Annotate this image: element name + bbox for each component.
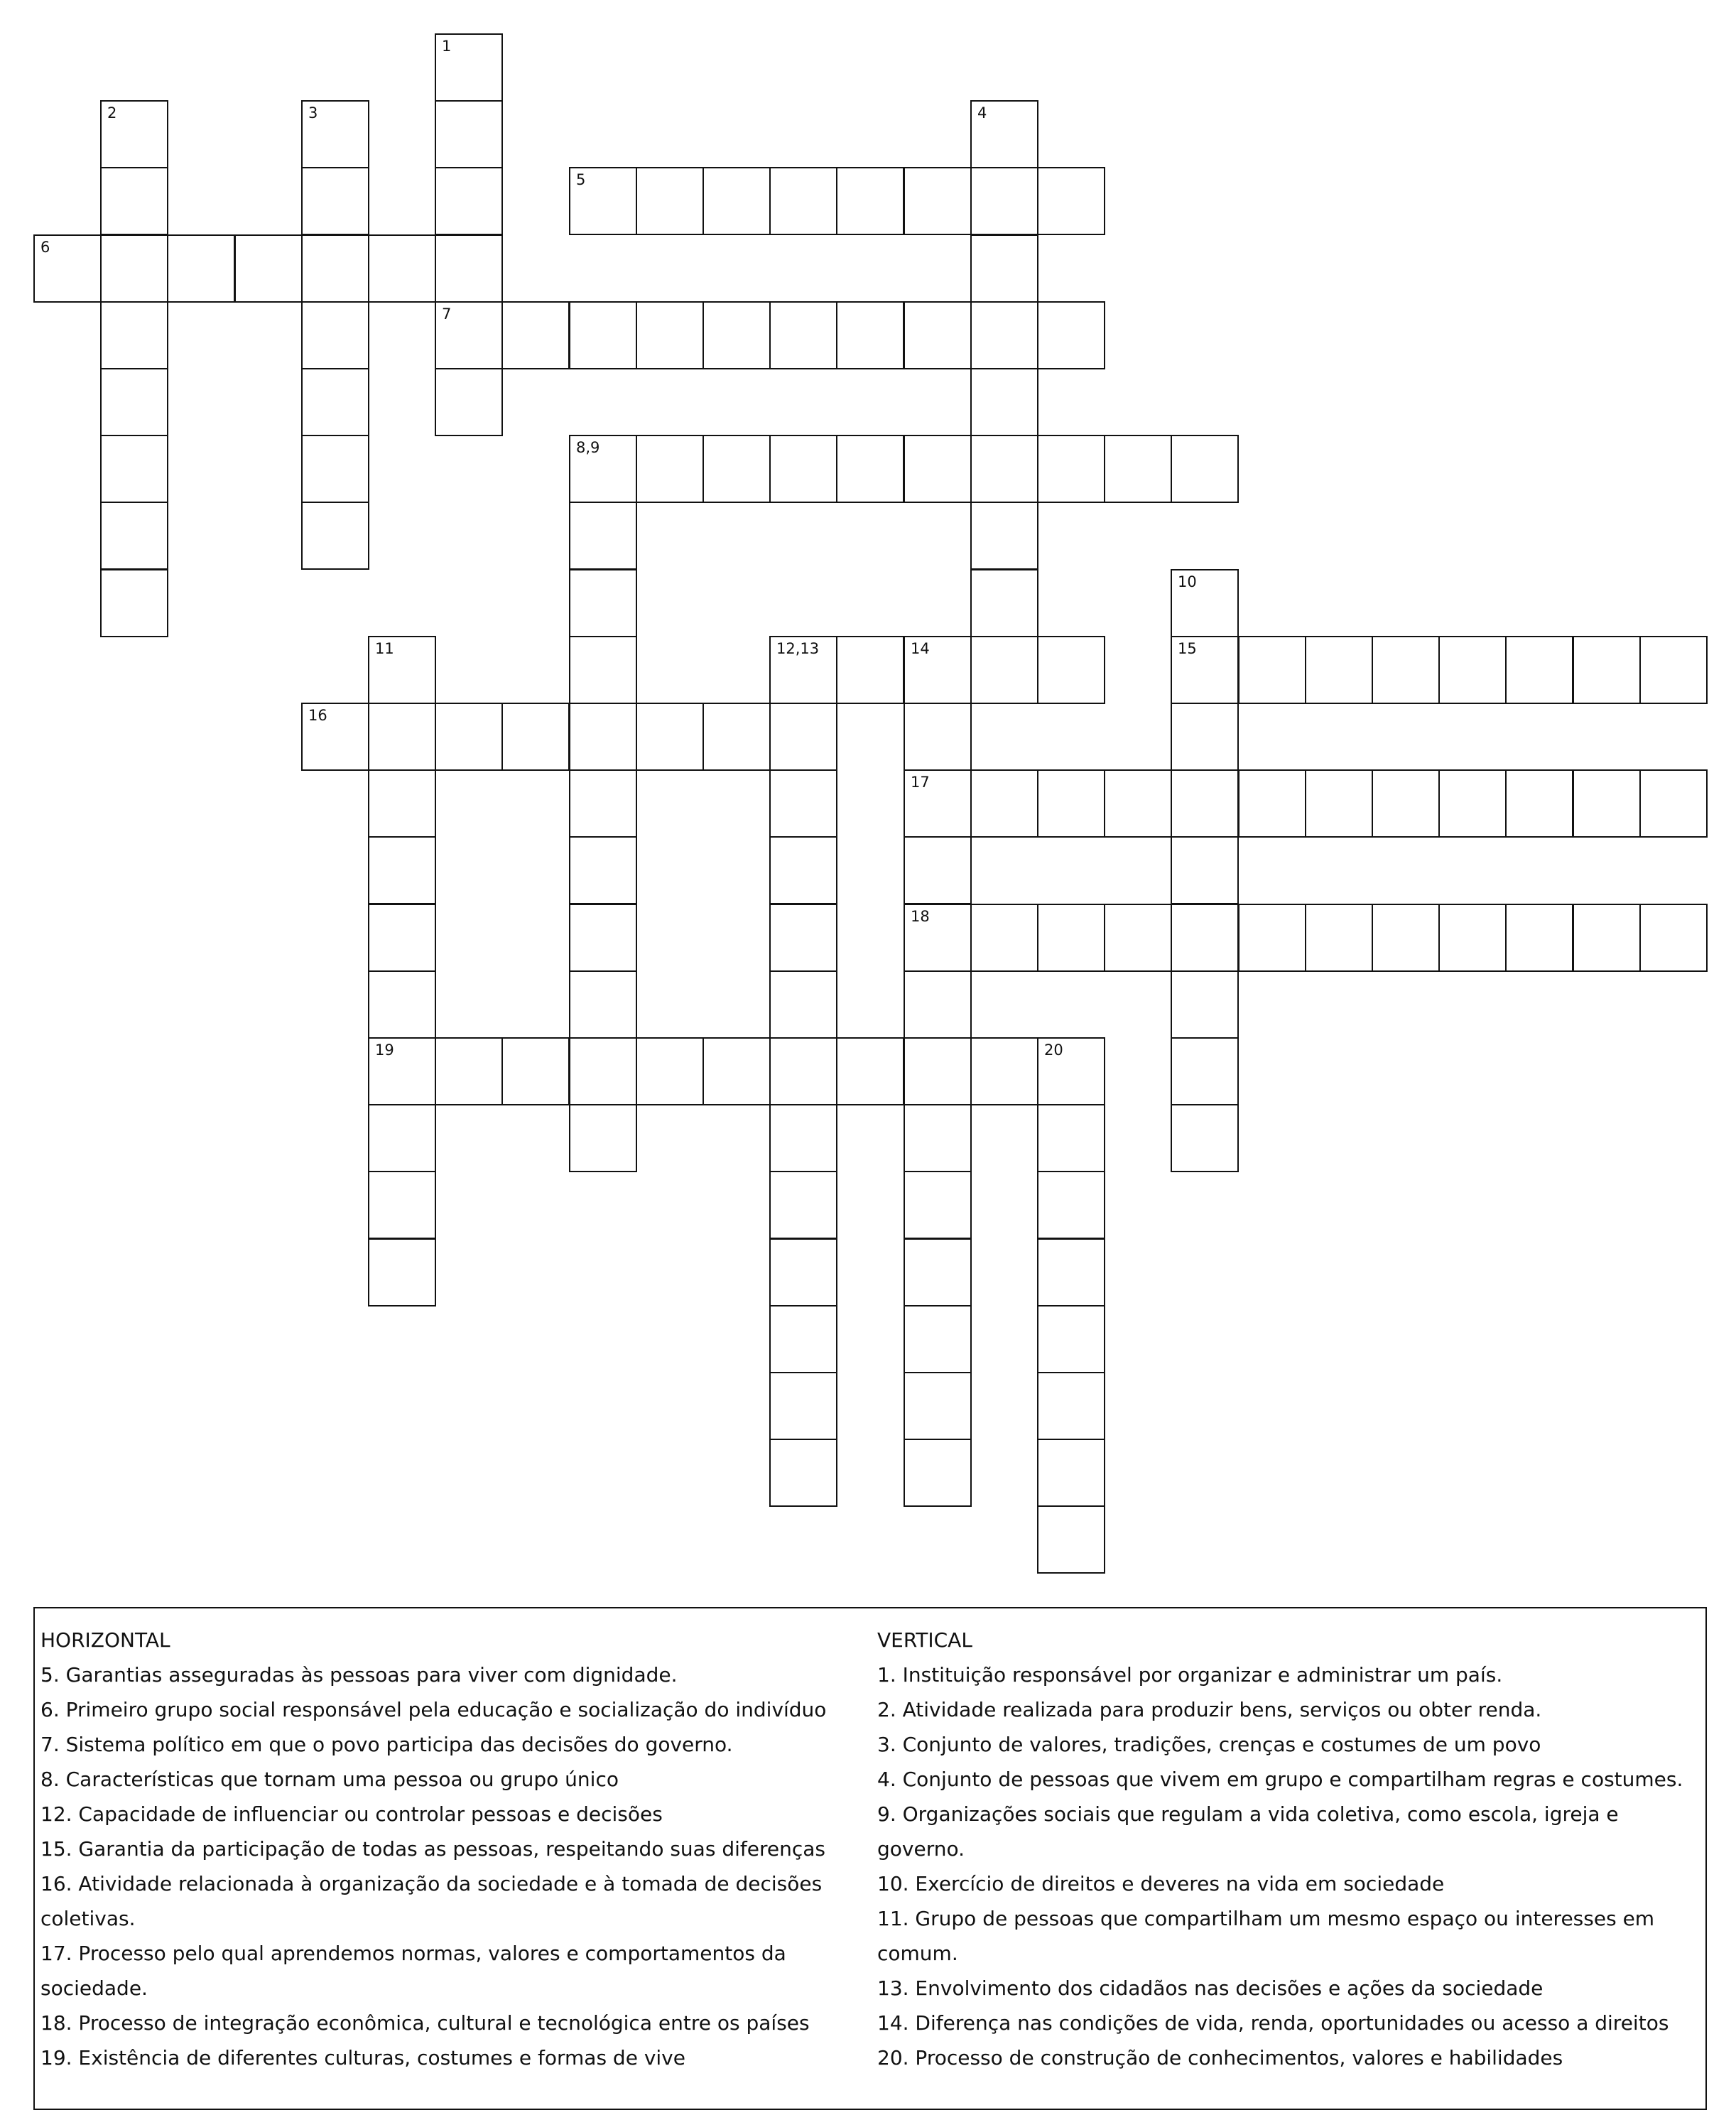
clue-across-18: 18. Processo de integração econômica, cultural e tecnológica entre os países (40, 2011, 810, 2035)
grid-cell[interactable] (1037, 1439, 1105, 1507)
grid-cell[interactable] (904, 769, 972, 838)
grid-cell[interactable] (1037, 301, 1105, 369)
grid-cell[interactable] (368, 1238, 436, 1306)
grid-cell[interactable] (769, 1104, 837, 1172)
grid-cell[interactable] (1037, 636, 1105, 704)
grid-cell[interactable] (368, 234, 436, 303)
grid-cell[interactable] (1238, 636, 1306, 704)
grid-cell[interactable] (301, 502, 369, 570)
grid-cell[interactable] (435, 33, 503, 102)
grid-cell[interactable] (33, 234, 102, 303)
grid-cell[interactable] (904, 636, 972, 704)
clue-down-1: 1. Instituição responsável por organizar e administrar um país. (877, 1663, 1503, 1687)
grid-cell[interactable] (1104, 435, 1172, 503)
grid-cell[interactable] (368, 636, 436, 704)
clue-number: 8,9 (576, 439, 600, 456)
grid-cell[interactable] (1171, 836, 1239, 904)
grid-cell[interactable] (702, 435, 771, 503)
grid-cell[interactable] (1305, 636, 1373, 704)
grid-cell[interactable] (569, 1037, 637, 1105)
vertical-clues (877, 1623, 1701, 2075)
clue-number: 17 (911, 774, 930, 791)
grid-cell[interactable] (769, 1037, 837, 1105)
grid-cell[interactable] (970, 368, 1038, 436)
grid-cell[interactable] (1171, 636, 1239, 704)
grid-cell[interactable] (836, 167, 904, 235)
grid-cell[interactable] (970, 234, 1038, 303)
grid-cell[interactable] (1104, 904, 1172, 972)
grid-cell[interactable] (904, 1439, 972, 1507)
grid-cell[interactable] (970, 100, 1038, 168)
grid-cell[interactable] (636, 301, 704, 369)
grid-cell[interactable] (368, 1104, 436, 1172)
clue-down-14: 14. Diferença nas condições de vida, renda, oportunidades ou acesso a direitos (877, 2011, 1669, 2035)
grid-cell[interactable] (1037, 1305, 1105, 1373)
grid-cell[interactable] (100, 435, 168, 503)
clue-down-9: 9. Organizações sociais que regulam a vida coletiva, como escola, igreja e governo. (877, 1802, 1619, 1861)
grid-cell[interactable] (769, 1305, 837, 1373)
clue-down-11: 11. Grupo de pessoas que compartilham um mesmo espaço ou interesses em comum. (877, 1907, 1655, 1965)
clue-number: 7 (442, 305, 452, 323)
grid-cell[interactable] (970, 569, 1038, 637)
grid-cell[interactable] (1171, 1104, 1239, 1172)
vertical-heading: VERTICAL (877, 1628, 972, 1652)
clue-across-8: 8. Características que tornam uma pessoa ou grupo único (40, 1768, 619, 1791)
grid-cell[interactable] (1171, 970, 1239, 1039)
clue-number: 2 (107, 104, 117, 121)
grid-cell[interactable] (769, 435, 837, 503)
grid-cell[interactable] (1171, 769, 1239, 838)
clue-down-13: 13. Envolvimento dos cidadãos nas decisões e ações da sociedade (877, 1976, 1544, 2000)
grid-cell[interactable] (1505, 769, 1573, 838)
clues-box (33, 1607, 1707, 2110)
grid-cell[interactable] (100, 569, 168, 637)
grid-cell[interactable] (970, 636, 1038, 704)
clue-number: 11 (375, 640, 394, 657)
grid-cell[interactable] (1037, 904, 1105, 972)
grid-cell[interactable] (1104, 769, 1172, 838)
grid-cell[interactable] (368, 1037, 436, 1105)
grid-cell[interactable] (301, 301, 369, 369)
clue-across-15: 15. Garantia da participação de todas as pessoas, respeitando suas diferenças (40, 1837, 825, 1861)
grid-cell[interactable] (501, 301, 570, 369)
grid-cell[interactable] (569, 301, 637, 369)
grid-cell[interactable] (1037, 1238, 1105, 1306)
grid-cell[interactable] (435, 100, 503, 168)
grid-cell[interactable] (569, 970, 637, 1039)
grid-cell[interactable] (100, 100, 168, 168)
grid-cell[interactable] (1171, 1037, 1239, 1105)
grid-cell[interactable] (1505, 636, 1573, 704)
grid-cell[interactable] (702, 167, 771, 235)
grid-cell[interactable] (836, 435, 904, 503)
grid-cell[interactable] (970, 435, 1038, 503)
grid-cell[interactable] (904, 1104, 972, 1172)
grid-cell[interactable] (435, 1037, 503, 1105)
clue-across-17: 17. Processo pelo qual aprendemos normas, valores e comportamentos da sociedade. (40, 1942, 786, 2000)
clue-number: 18 (911, 908, 930, 925)
grid-cell[interactable] (904, 167, 972, 235)
clue-across-19: 19. Existência de diferentes culturas, costumes e formas de vive (40, 2046, 685, 2070)
grid-cell[interactable] (769, 167, 837, 235)
grid-cell[interactable] (435, 234, 503, 303)
clue-across-7: 7. Sistema político em que o povo participa das decisões do governo. (40, 1733, 733, 1756)
grid-cell[interactable] (1037, 435, 1105, 503)
grid-cell[interactable] (301, 368, 369, 436)
grid-cell[interactable] (769, 636, 837, 704)
grid-cell[interactable] (1238, 769, 1306, 838)
grid-cell[interactable] (368, 836, 436, 904)
grid-cell[interactable] (904, 301, 972, 369)
grid-cell[interactable] (1573, 904, 1641, 972)
clue-across-12: 12. Capacidade de influenciar ou controlar pessoas e decisões (40, 1802, 663, 1826)
grid-cell[interactable] (904, 1372, 972, 1440)
grid-cell[interactable] (1639, 769, 1708, 838)
clue-number: 3 (308, 104, 318, 121)
grid-cell[interactable] (501, 1037, 570, 1105)
clue-number: 14 (911, 640, 930, 657)
grid-cell[interactable] (769, 1439, 837, 1507)
grid-cell[interactable] (569, 167, 637, 235)
grid-cell[interactable] (702, 1037, 771, 1105)
clue-number: 20 (1044, 1042, 1063, 1059)
grid-cell[interactable] (301, 167, 369, 235)
clue-number: 4 (977, 104, 987, 121)
grid-cell[interactable] (904, 435, 972, 503)
grid-cell[interactable] (368, 904, 436, 972)
grid-cell[interactable] (970, 502, 1038, 570)
grid-cell[interactable] (769, 1171, 837, 1239)
grid-cell[interactable] (1305, 769, 1373, 838)
grid-cell[interactable] (769, 904, 837, 972)
grid-cell[interactable] (1438, 904, 1507, 972)
clue-number: 12,13 (776, 640, 820, 657)
grid-cell[interactable] (167, 234, 235, 303)
grid-cell[interactable] (836, 1037, 904, 1105)
grid-cell[interactable] (569, 636, 637, 704)
grid-cell[interactable] (1639, 636, 1708, 704)
grid-cell[interactable] (1372, 904, 1440, 972)
grid-cell[interactable] (501, 703, 570, 771)
grid-cell[interactable] (769, 970, 837, 1039)
grid-cell[interactable] (569, 502, 637, 570)
grid-cell[interactable] (702, 703, 771, 771)
grid-cell[interactable] (1573, 636, 1641, 704)
grid-cell[interactable] (234, 234, 303, 303)
horizontal-heading: HORIZONTAL (40, 1628, 170, 1652)
grid-cell[interactable] (435, 368, 503, 436)
grid-cell[interactable] (904, 1305, 972, 1373)
grid-cell[interactable] (1438, 636, 1507, 704)
grid-cell[interactable] (435, 301, 503, 369)
clue-across-16: 16. Atividade relacionada à organização da sociedade e à tomada de decisões coletivas. (40, 1872, 823, 1930)
grid-cell[interactable] (1438, 769, 1507, 838)
clue-down-10: 10. Exercício de direitos e deveres na vida em sociedade (877, 1872, 1445, 1895)
grid-cell[interactable] (636, 435, 704, 503)
grid-cell[interactable] (970, 301, 1038, 369)
grid-cell[interactable] (904, 970, 972, 1039)
grid-cell[interactable] (569, 769, 637, 838)
clue-down-2: 2. Atividade realizada para produzir bens, serviços ou obter renda. (877, 1698, 1542, 1721)
grid-cell[interactable] (569, 703, 637, 771)
grid-cell[interactable] (100, 167, 168, 235)
grid-cell[interactable] (1505, 904, 1573, 972)
grid-cell[interactable] (100, 234, 168, 303)
grid-cell[interactable] (904, 1238, 972, 1306)
clue-number: 15 (1178, 640, 1197, 657)
clue-down-20: 20. Processo de construção de conhecimentos, valores e habilidades (877, 2046, 1563, 2070)
grid-cell[interactable] (1171, 435, 1239, 503)
grid-cell[interactable] (1037, 1372, 1105, 1440)
clue-down-3: 3. Conjunto de valores, tradições, crenças e costumes de um povo (877, 1733, 1541, 1756)
grid-cell[interactable] (1037, 769, 1105, 838)
grid-cell[interactable] (904, 1037, 972, 1105)
grid-cell[interactable] (769, 1372, 837, 1440)
grid-cell[interactable] (368, 1171, 436, 1239)
grid-cell[interactable] (636, 703, 704, 771)
grid-cell[interactable] (100, 502, 168, 570)
clue-number: 10 (1178, 573, 1197, 590)
grid-cell[interactable] (301, 703, 369, 771)
clue-number: 1 (442, 38, 452, 55)
clue-across-5: 5. Garantias asseguradas às pessoas para viver com dignidade. (40, 1663, 678, 1687)
grid-cell[interactable] (1305, 904, 1373, 972)
grid-cell[interactable] (301, 435, 369, 503)
grid-cell[interactable] (769, 703, 837, 771)
grid-cell[interactable] (904, 904, 972, 972)
grid-cell[interactable] (368, 769, 436, 838)
grid-cell[interactable] (368, 703, 436, 771)
grid-cell[interactable] (904, 703, 972, 771)
grid-cell[interactable] (1037, 1171, 1105, 1239)
grid-cell[interactable] (1171, 904, 1239, 972)
grid-cell[interactable] (1171, 703, 1239, 771)
grid-cell[interactable] (769, 301, 837, 369)
grid-cell[interactable] (970, 769, 1038, 838)
clue-number: 5 (576, 171, 586, 188)
grid-cell[interactable] (569, 569, 637, 637)
grid-cell[interactable] (100, 368, 168, 436)
grid-cell[interactable] (1037, 167, 1105, 235)
grid-cell[interactable] (970, 1037, 1038, 1105)
grid-cell[interactable] (836, 301, 904, 369)
grid-cell[interactable] (1037, 1505, 1105, 1574)
horizontal-clues (40, 1623, 879, 2075)
grid-cell[interactable] (1037, 1104, 1105, 1172)
grid-cell[interactable] (702, 301, 771, 369)
grid-cell[interactable] (569, 1104, 637, 1172)
grid-cell[interactable] (836, 636, 904, 704)
grid-cell[interactable] (569, 435, 637, 503)
grid-cell[interactable] (970, 904, 1038, 972)
grid-cell[interactable] (636, 167, 704, 235)
grid-cell[interactable] (435, 167, 503, 235)
grid-cell[interactable] (1238, 904, 1306, 972)
clue-number: 16 (308, 707, 327, 724)
grid-cell[interactable] (569, 904, 637, 972)
grid-cell[interactable] (435, 703, 503, 771)
clue-number: 6 (40, 239, 50, 256)
clue-down-4: 4. Conjunto de pessoas que vivem em grupo e compartilham regras e costumes. (877, 1768, 1683, 1791)
grid-cell[interactable] (1573, 769, 1641, 838)
grid-cell[interactable] (769, 769, 837, 838)
clue-across-6: 6. Primeiro grupo social responsável pela educação e socialização do indivíduo (40, 1698, 827, 1721)
grid-cell[interactable] (368, 970, 436, 1039)
grid-cell[interactable] (769, 1238, 837, 1306)
grid-cell[interactable] (1171, 569, 1239, 637)
grid-cell[interactable] (100, 301, 168, 369)
grid-cell[interactable] (1372, 636, 1440, 704)
grid-cell[interactable] (1639, 904, 1708, 972)
clue-number: 19 (375, 1042, 394, 1059)
grid-cell[interactable] (904, 836, 972, 904)
grid-cell[interactable] (301, 100, 369, 168)
grid-cell[interactable] (1037, 1037, 1105, 1105)
grid-cell[interactable] (970, 167, 1038, 235)
grid-cell[interactable] (1372, 769, 1440, 838)
grid-cell[interactable] (569, 836, 637, 904)
grid-cell[interactable] (301, 234, 369, 303)
grid-cell[interactable] (636, 1037, 704, 1105)
grid-cell[interactable] (904, 1171, 972, 1239)
grid-cell[interactable] (769, 836, 837, 904)
